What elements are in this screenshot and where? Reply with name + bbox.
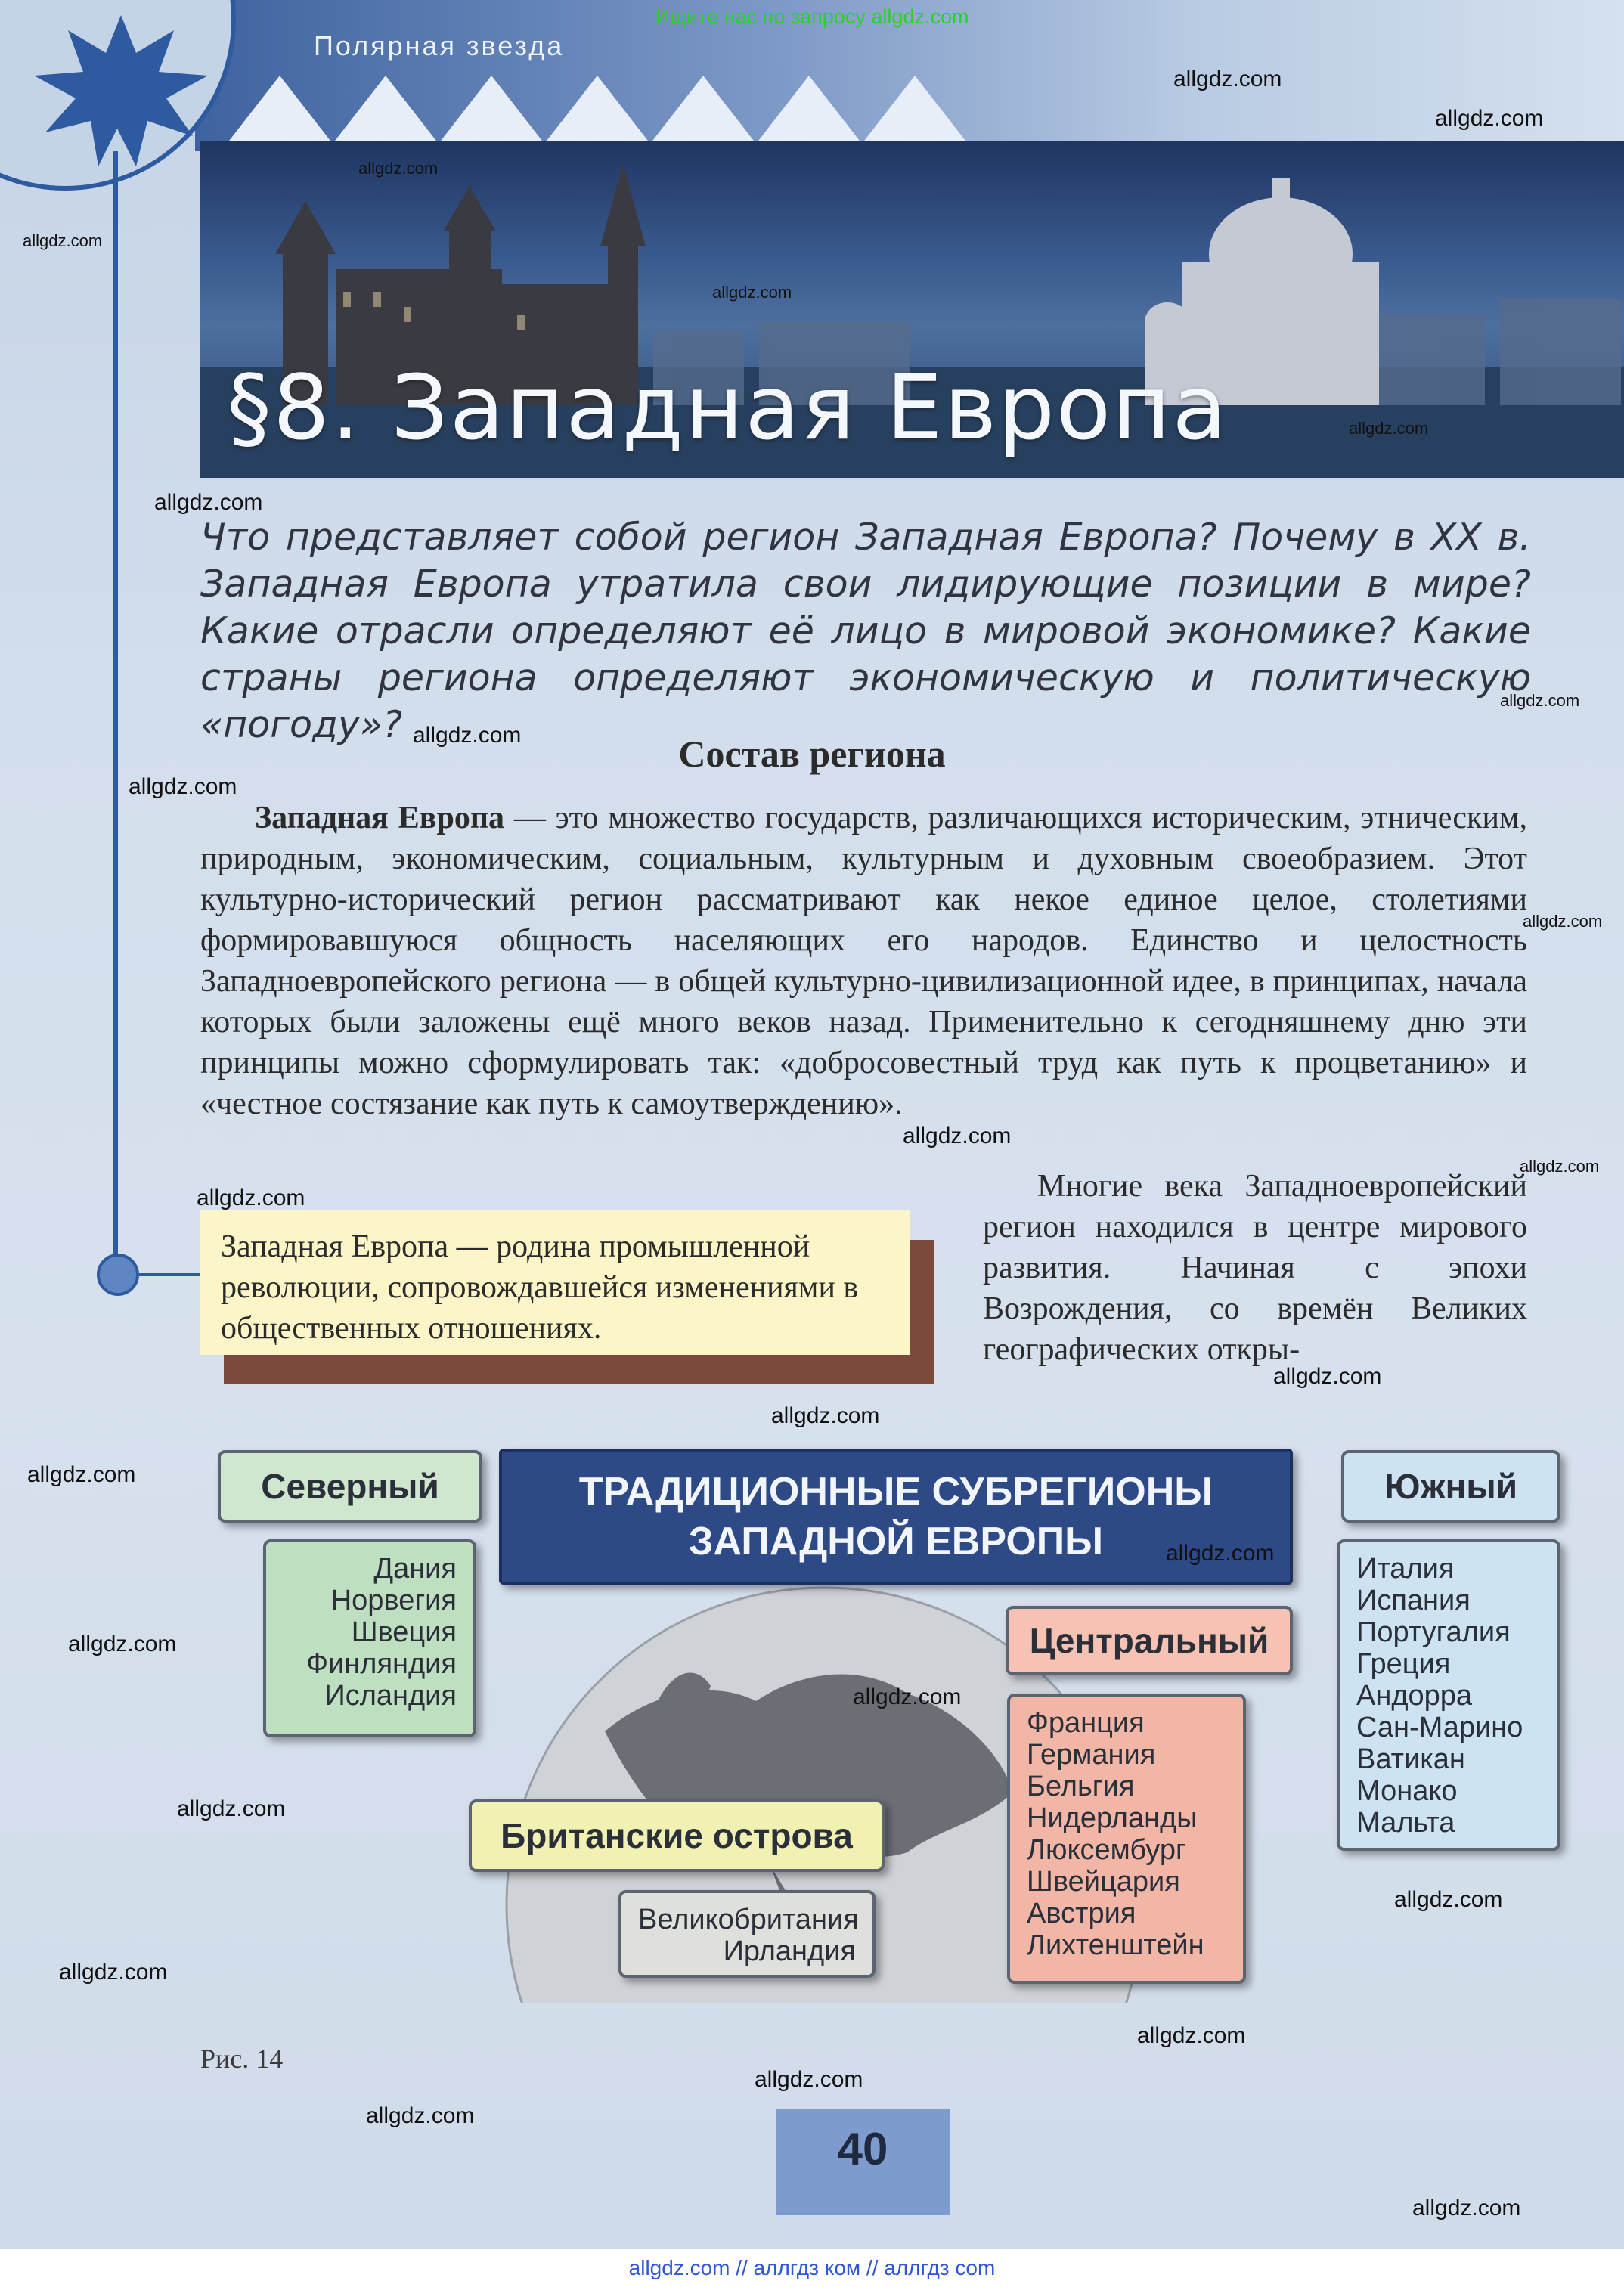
- watermark: allgdz.com: [129, 774, 237, 799]
- watermark: allgdz.com: [68, 1632, 177, 1656]
- central-country: Люксембург: [1027, 1834, 1186, 1866]
- watermark: allgdz.com: [59, 1960, 168, 1985]
- watermark: allgdz.com: [1520, 1157, 1600, 1176]
- section-heading: Состав региона: [678, 733, 946, 775]
- watermark: allgdz.com: [1173, 67, 1282, 91]
- paragraph-1: [200, 798, 1527, 1124]
- diagram-title-line1: ТРАДИЦИОННЫЕ СУБРЕГИОНЫ: [578, 1470, 1213, 1514]
- central-country: Франция: [1027, 1707, 1145, 1739]
- zigzag-decoration: [227, 60, 983, 144]
- watermark: allgdz.com: [27, 1462, 136, 1487]
- top-search-banner[interactable]: Ищите нас по запросу allgdz.com: [655, 5, 969, 28]
- watermark: allgdz.com: [1500, 691, 1580, 710]
- watermark: allgdz.com: [1137, 2023, 1246, 2048]
- south-country: Сан-Марино: [1356, 1712, 1523, 1743]
- watermark: allgdz.com: [903, 1123, 1012, 1148]
- north-country: Финляндия: [306, 1648, 457, 1680]
- intro-questions: Что представляет собой регион Западная Европа? Почему в XX в. Западная Европа утратила свои лидирующие позиции в мире? Какие отрасли определяют её лицо в мировой экономике? Какие страны региона определяют экономическую и политическую «погоду»?: [200, 516, 1531, 746]
- north-country: Дания: [373, 1553, 457, 1585]
- page-number: 40: [837, 2124, 888, 2174]
- watermark: allgdz.com: [358, 159, 439, 178]
- paragraph-1-lead: Западная Европа: [255, 801, 505, 835]
- south-country: Андорра: [1356, 1680, 1473, 1712]
- central-country: Швейцария: [1027, 1866, 1180, 1898]
- watermark: allgdz.com: [1349, 419, 1429, 438]
- footer-links[interactable]: allgdz.com // аллгдз ком // аллгдз com: [0, 2249, 1624, 2287]
- south-country: Португалия: [1356, 1616, 1511, 1648]
- north-country: Норвегия: [330, 1585, 457, 1616]
- side-tick: [139, 1273, 200, 1276]
- watermark: allgdz.com: [197, 1185, 305, 1210]
- watermark: allgdz.com: [712, 283, 792, 302]
- watermark: allgdz.com: [23, 231, 103, 250]
- south-country: Мальта: [1356, 1807, 1455, 1839]
- british-country: Ирландия: [723, 1935, 856, 1967]
- watermark: allgdz.com: [154, 490, 263, 515]
- watermark: allgdz.com: [1412, 2196, 1521, 2220]
- central-country: Лихтенштейн: [1027, 1929, 1204, 1961]
- paragraph-1-text: — это множество государств, различающихся историческим, этническим, природным, экономическим, социальным, культурным и духовным своеобразием. Этот культурно-исторический регион рассматривают как некое единое целое, столетиями формировавшуюся общность населяющих его народов. Единство и целостность Западноевропейского региона — в общей культурно-цивилизационной идее, в принципах, начала которых были заложены ещё много веков назад. Применительно к сегодняшнему дню эти принципы можно сформулировать так: «добросовестный труд как путь к процветанию» и «честное состязание как путь к самоутверждению».: [200, 801, 1527, 1121]
- watermark: allgdz.com: [177, 1796, 286, 1821]
- south-country: Греция: [1356, 1648, 1451, 1680]
- north-label: Северный: [218, 1450, 482, 1523]
- central-country: Бельгия: [1027, 1771, 1135, 1802]
- north-country: Исландия: [324, 1680, 457, 1712]
- watermark: allgdz.com: [1523, 912, 1603, 931]
- central-country: Германия: [1027, 1739, 1156, 1771]
- watermark: allgdz.com: [1273, 1364, 1382, 1389]
- british-label: Британские острова: [469, 1799, 885, 1872]
- south-country: Италия: [1356, 1553, 1455, 1585]
- central-list: [1007, 1694, 1246, 1984]
- watermark: allgdz.com: [366, 2103, 475, 2128]
- star-icon: [30, 15, 212, 166]
- british-list: [618, 1890, 876, 1978]
- south-country: Испания: [1356, 1585, 1471, 1616]
- watermark: allgdz.com: [755, 2067, 863, 2092]
- series-title: Полярная звезда: [314, 30, 565, 61]
- diagram-title-line2: ЗАПАДНОЙ ЕВРОПЫ: [688, 1520, 1104, 1563]
- watermark: allgdz.com: [1166, 1541, 1275, 1566]
- south-list: [1337, 1539, 1560, 1851]
- watermark: allgdz.com: [853, 1684, 962, 1709]
- side-dot: [97, 1254, 139, 1296]
- callout-box: Западная Европа — родина промышленной революции, сопровождавшейся изменениями в общественных отношениях.: [200, 1210, 910, 1355]
- south-country: Монако: [1356, 1775, 1458, 1807]
- south-country: Ватикан: [1356, 1743, 1465, 1775]
- figure-caption: Рис. 14: [200, 2044, 284, 2074]
- watermark: allgdz.com: [1435, 106, 1544, 131]
- watermark: allgdz.com: [1394, 1887, 1503, 1912]
- watermark: allgdz.com: [413, 723, 522, 748]
- central-label: Центральный: [1006, 1606, 1293, 1675]
- north-list: [263, 1539, 476, 1737]
- north-country: Швеция: [351, 1616, 457, 1648]
- south-label: Южный: [1341, 1450, 1560, 1523]
- central-country: Нидерланды: [1027, 1802, 1198, 1834]
- central-country: Австрия: [1027, 1898, 1136, 1929]
- paragraph-title: §8. Западная Европа: [227, 355, 1229, 460]
- side-line: [113, 151, 118, 1278]
- british-country: Великобритания: [638, 1904, 859, 1935]
- paragraph-2: Многие века Западноевропейский регион находился в центре мирового развития. Начиная с эпохи Возрождения, со времён Великих географических откры-: [983, 1169, 1527, 1367]
- watermark: allgdz.com: [771, 1403, 880, 1428]
